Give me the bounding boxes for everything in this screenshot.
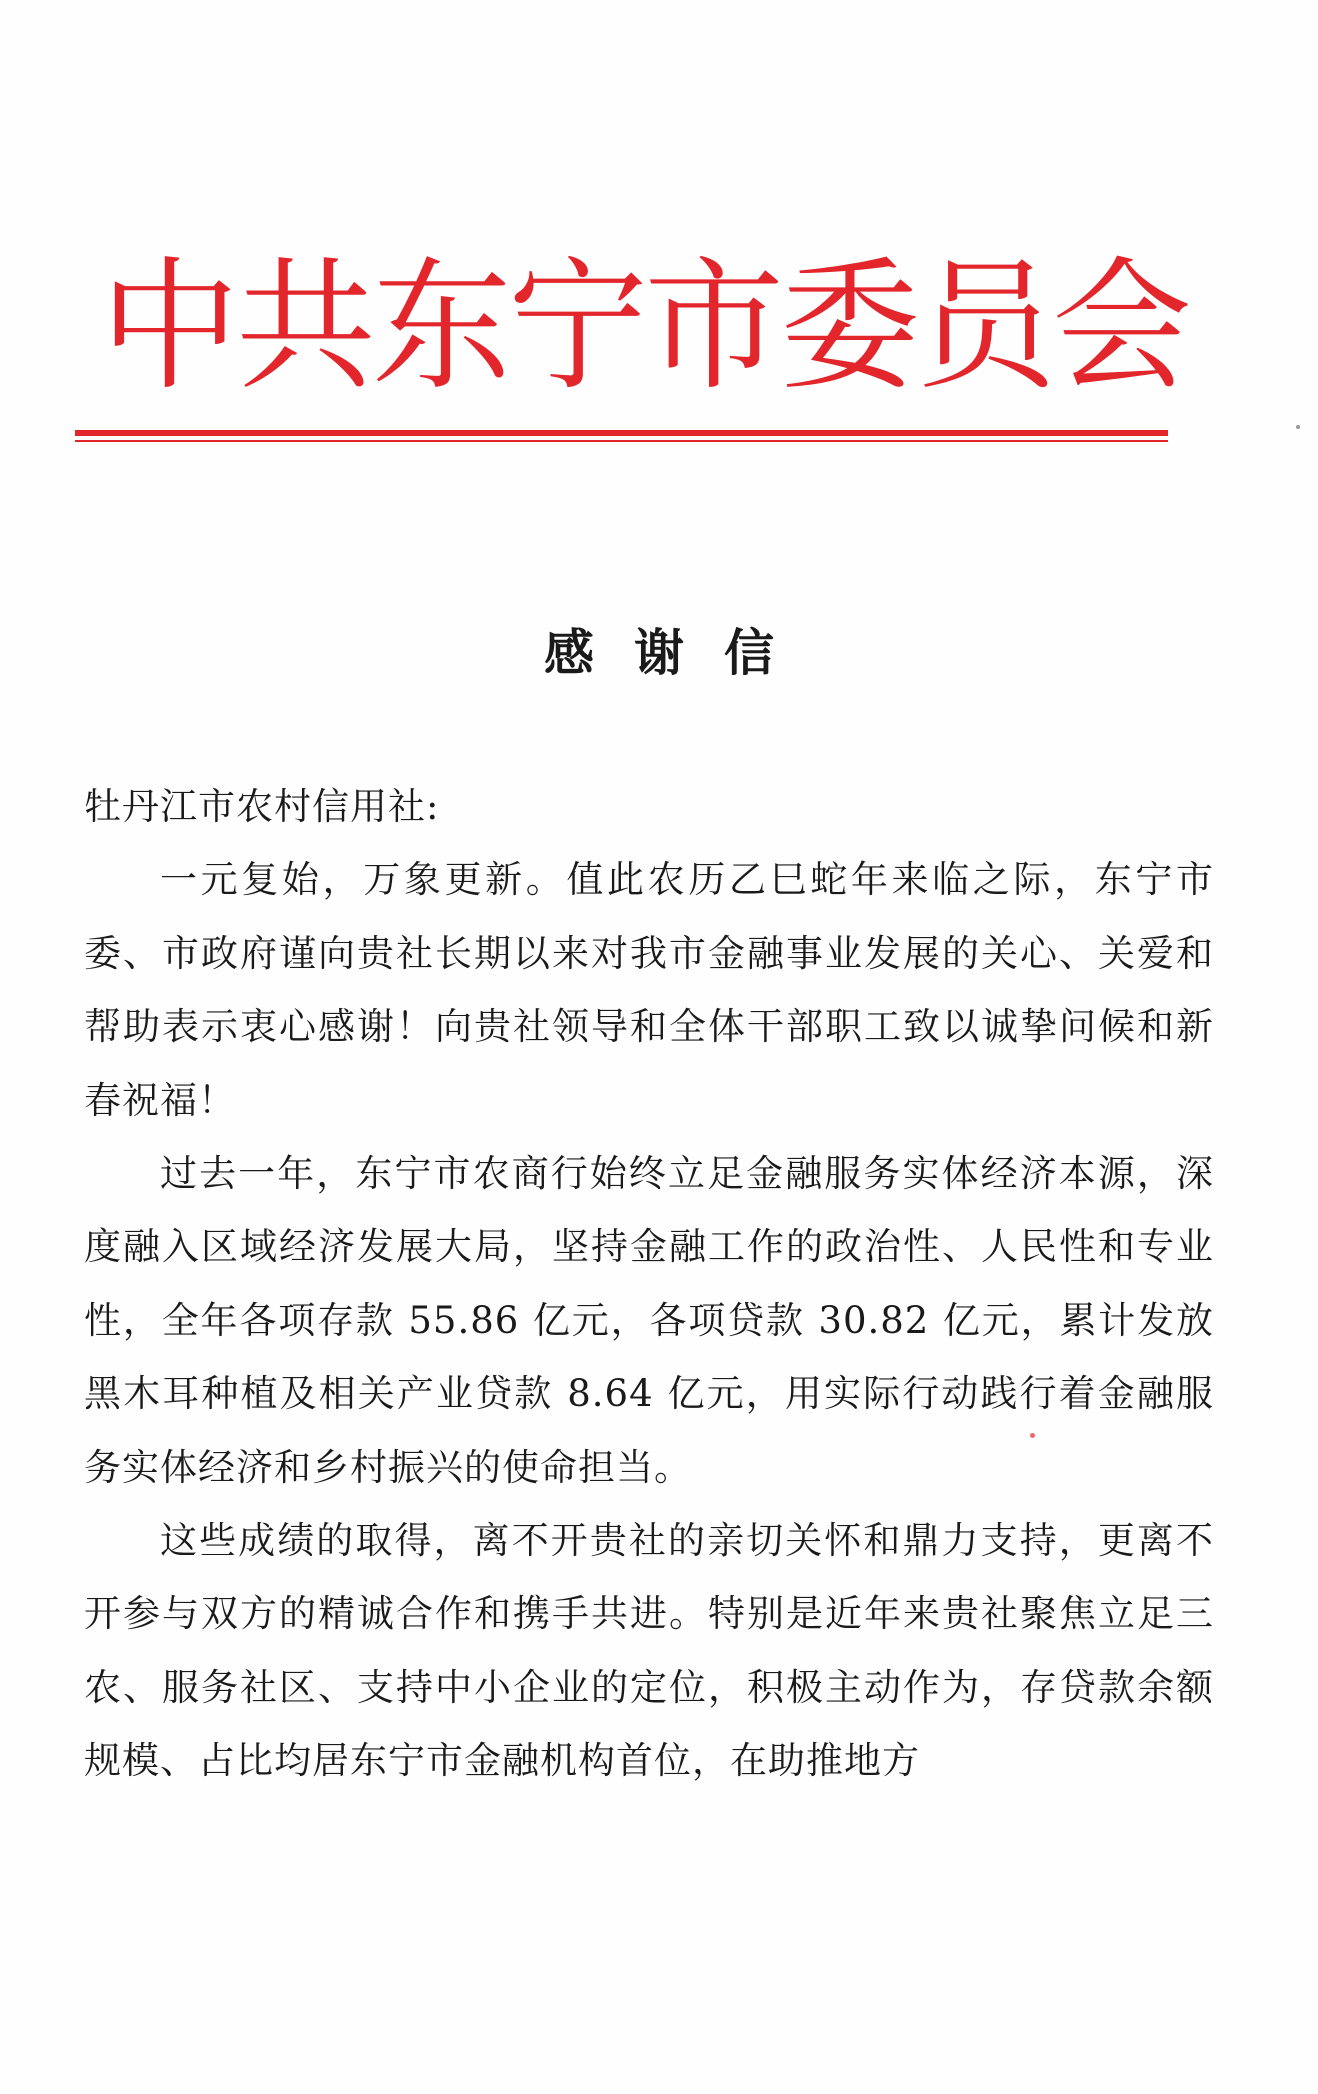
paragraph-3: 这些成绩的取得，离不开贵社的亲切关怀和鼎力支持，更离不开参与双方的精诚合作和携手共进。特别是近年来贵社聚焦立足三农、服务社区、支持中小企业的定位，积极主动作为，存贷款余额规模、占比均居东宁市金融机构首位，在助推地方	[84, 1519, 1214, 1783]
paragraph-1: 一元复始，万象更新。值此农历乙巳蛇年来临之际，东宁市委、市政府谨向贵社长期以来对我市金融事业发展的关心、关爱和帮助表示衷心感谢！向贵社领导和全体干部职工致以诚挚问候和新春祝福！	[84, 858, 1214, 1122]
scan-speck	[1296, 425, 1300, 429]
scan-speck	[1030, 1433, 1035, 1438]
document-body	[84, 770, 1214, 1798]
paragraph-2: 过去一年，东宁市农商行始终立足金融服务实体经济本源，深度融入区域经济发展大局，坚持金融工作的政治性、人民性和专业性，全年各项存款 55.86 亿元，各项贷款 30.82 亿元，累计发放黑木耳种植及相关产业贷款 8.64 亿元，用实际行动践行着金融服务实体经济和乡村振兴的使命担当。	[84, 1152, 1214, 1489]
letterhead-red-rule	[75, 430, 1168, 436]
document-title: 感谢信	[544, 624, 814, 682]
salutation: 牡丹江市农村信用社:	[84, 785, 440, 828]
letterhead-org-name: 中共东宁市委员会	[100, 244, 1189, 411]
letterhead-red-rule-thin	[75, 440, 1168, 442]
